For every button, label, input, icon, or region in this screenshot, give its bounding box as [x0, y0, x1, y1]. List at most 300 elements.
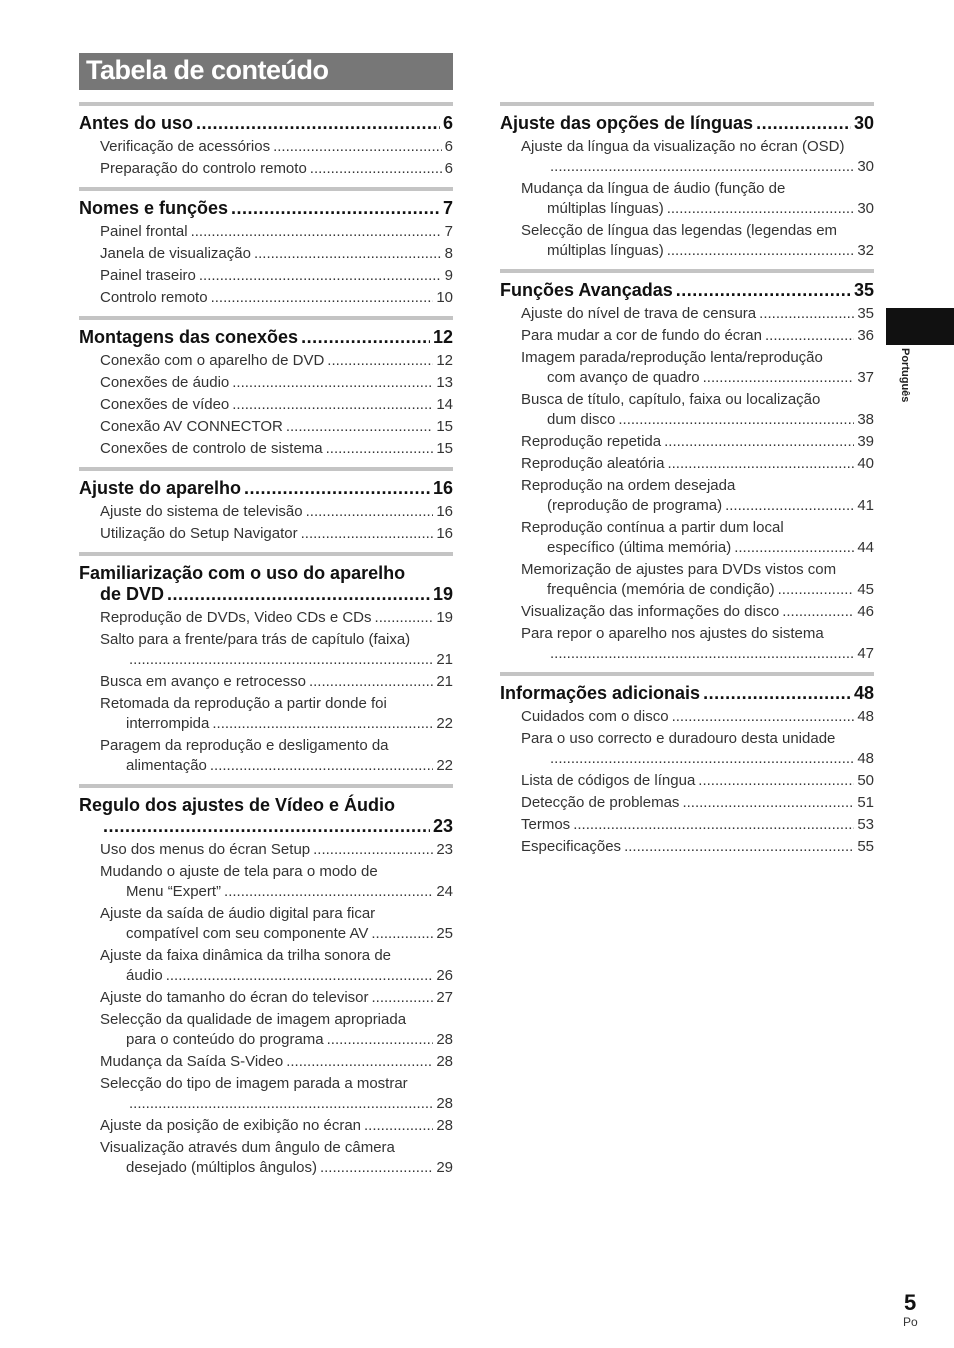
entry-page-number: 10	[436, 289, 453, 306]
toc-section	[79, 187, 453, 308]
toc-entry[interactable]	[79, 736, 453, 776]
entry-page-number: 47	[857, 645, 874, 662]
page-title: Tabela de conteúdo	[86, 55, 329, 85]
entry-page-number: 6	[444, 138, 453, 155]
entry-text: Verificação de acessórios	[100, 138, 271, 155]
leader-dots	[759, 304, 854, 324]
section-heading-line2	[79, 816, 453, 837]
leader-dots	[309, 672, 433, 692]
leader-dots	[618, 410, 854, 430]
entry-page-number: 28	[436, 1031, 453, 1048]
entry-row	[100, 650, 453, 670]
entry-text: Mudança da Saída S-Video	[100, 1053, 284, 1070]
entry-text-cont: frequência (memória de condição)	[547, 581, 775, 598]
entry-page-number: 45	[857, 581, 874, 598]
leader-dots	[224, 882, 433, 902]
leader-dots	[196, 113, 440, 134]
entry-text: Detecção de problemas	[521, 794, 680, 811]
entry-text: Painel frontal	[100, 223, 188, 240]
section-heading[interactable]	[500, 113, 874, 134]
entry-page-number: 22	[436, 757, 453, 774]
toc-entry[interactable]	[79, 244, 453, 264]
toc-entry[interactable]	[500, 454, 874, 474]
toc-entry[interactable]	[79, 862, 453, 902]
entry-text-cont: interrompida	[126, 715, 210, 732]
leader-dots	[778, 580, 855, 600]
toc-entry[interactable]	[500, 518, 874, 558]
entry-row	[100, 608, 453, 628]
leader-dots	[676, 280, 851, 301]
entry-row	[521, 157, 874, 177]
entry-text: Janela de visualização	[100, 245, 251, 262]
title-bar	[79, 53, 453, 90]
leader-dots	[672, 707, 855, 727]
toc-entry[interactable]	[500, 179, 874, 219]
leader-dots	[210, 756, 433, 776]
entry-text: Visualização das informações do disco	[521, 603, 780, 620]
entry-row	[521, 644, 874, 664]
section-heading-text: Nomes e funções	[79, 198, 229, 218]
leader-dots	[703, 683, 851, 704]
toc-entry[interactable]	[79, 159, 453, 179]
entry-page-number: 38	[857, 411, 874, 428]
entry-row	[100, 439, 453, 459]
entry-text: Conexões de áudio	[100, 374, 230, 391]
entry-page-number: 48	[857, 708, 874, 725]
entry-row	[521, 199, 874, 219]
entry-page-number: 15	[436, 440, 453, 457]
leader-dots	[371, 924, 433, 944]
toc-entry[interactable]	[79, 694, 453, 734]
entry-text: Mudança da língua de áudio (função de	[521, 180, 786, 197]
toc-entry[interactable]	[79, 395, 453, 415]
entry-page-number: 35	[857, 305, 874, 322]
entry-row	[100, 966, 453, 986]
leader-dots	[310, 159, 442, 179]
entry-row	[521, 538, 874, 558]
section-heading[interactable]	[79, 478, 453, 499]
toc-section	[79, 102, 453, 179]
leader-dots	[372, 988, 434, 1008]
entry-text: Imagem parada/reprodução lenta/reprodução	[521, 349, 823, 366]
toc-entry[interactable]	[500, 390, 874, 430]
entry-text: Ajuste do sistema de televisão	[100, 503, 303, 520]
section-page-number: 23	[432, 816, 453, 836]
leader-dots	[550, 157, 854, 177]
page-number: 5	[904, 1290, 917, 1315]
entry-text: Termos	[521, 816, 571, 833]
entry-row	[100, 137, 453, 157]
section-heading[interactable]	[500, 280, 874, 301]
section-heading-text: Regulo dos ajustes de Vídeo e Áudio	[79, 795, 396, 815]
section-page-number: 48	[853, 683, 874, 703]
entry-row	[521, 368, 874, 388]
toc-entry[interactable]	[79, 946, 453, 986]
entry-page-number: 21	[436, 673, 453, 690]
entry-text: Ajuste do nível de trava de censura	[521, 305, 757, 322]
section-page-number: 16	[432, 478, 453, 498]
leader-dots	[199, 266, 442, 286]
entry-text-cont: desejado (múltiplos ângulos)	[126, 1159, 317, 1176]
leader-dots	[211, 288, 434, 308]
section-page-number: 35	[853, 280, 874, 300]
leader-dots	[734, 538, 854, 558]
entry-row	[100, 1158, 453, 1178]
entry-page-number: 46	[857, 603, 874, 620]
entry-text: Cuidados com o disco	[521, 708, 669, 725]
toc-entry[interactable]	[500, 624, 874, 664]
toc-section	[79, 552, 453, 776]
toc-entry[interactable]	[79, 524, 453, 544]
entry-text: Retomada da reprodução a partir donde foi	[100, 695, 387, 712]
leader-dots	[301, 327, 430, 348]
entry-row	[100, 988, 453, 1008]
leader-dots	[231, 198, 440, 219]
entry-page-number: 48	[857, 750, 874, 767]
entry-row	[100, 244, 453, 264]
entry-row	[521, 241, 874, 261]
section-heading-text: Informações adicionais	[500, 683, 701, 703]
toc-section	[500, 672, 874, 857]
leader-dots	[682, 793, 854, 813]
section-page-number: 30	[853, 113, 874, 133]
entry-page-number: 55	[857, 838, 874, 855]
toc-entry[interactable]	[79, 439, 453, 459]
entry-page-number: 21	[436, 651, 453, 668]
toc-entry[interactable]	[79, 1116, 453, 1136]
section-heading[interactable]	[79, 795, 453, 837]
entry-text: Conexões de controlo de sistema	[100, 440, 323, 457]
entry-text: Ajuste da língua da visualização no écran (OSD)	[521, 138, 845, 155]
entry-page-number: 27	[436, 989, 453, 1006]
leader-dots	[573, 815, 854, 835]
entry-row	[100, 1116, 453, 1136]
entry-text-cont: para o conteúdo do programa	[126, 1031, 324, 1048]
entry-page-number: 13	[436, 374, 453, 391]
section-heading[interactable]	[500, 683, 874, 704]
entry-row	[100, 266, 453, 286]
leader-dots	[725, 496, 854, 516]
leader-dots	[313, 840, 433, 860]
entry-text: Ajuste do tamanho do écran do televisor	[100, 989, 369, 1006]
leader-dots	[326, 439, 434, 459]
entry-text: Busca de título, capítulo, faixa ou localização	[521, 391, 821, 408]
leader-dots	[232, 373, 433, 393]
toc-entry[interactable]	[500, 707, 874, 727]
entry-text: Memorização de ajustes para DVDs vistos com	[521, 561, 837, 578]
entry-text: Ajuste da posição de exibição no écran	[100, 1117, 362, 1134]
entry-text-cont: com avanço de quadro	[547, 369, 700, 386]
entry-text: Ajuste da faixa dinâmica da trilha sonora de	[100, 947, 392, 964]
entry-page-number: 29	[436, 1159, 453, 1176]
toc-entry[interactable]	[79, 608, 453, 628]
entry-page-number: 8	[444, 245, 453, 262]
section-page-number: 19	[432, 584, 453, 604]
entry-text: Utilização do Setup Navigator	[100, 525, 298, 542]
leader-dots	[166, 966, 434, 986]
entry-row	[521, 410, 874, 430]
entry-text: Conexões de vídeo	[100, 396, 230, 413]
entry-text-cont: específico (última memória)	[547, 539, 732, 556]
entry-row	[100, 1030, 453, 1050]
entry-text: Uso dos menus do écran Setup	[100, 841, 311, 858]
entry-page-number: 28	[436, 1053, 453, 1070]
leader-dots	[286, 417, 433, 437]
entry-page-number: 30	[857, 200, 874, 217]
entry-text: Visualização através dum ângulo de câmera	[100, 1139, 395, 1156]
entry-row	[100, 222, 453, 242]
entry-page-number: 12	[436, 352, 453, 369]
entry-text: Para mudar a cor de fundo do écran	[521, 327, 762, 344]
entry-row	[521, 580, 874, 600]
entry-row	[100, 756, 453, 776]
leader-dots	[244, 478, 430, 499]
entry-row	[521, 749, 874, 769]
leader-dots	[273, 137, 442, 157]
entry-page-number: 14	[436, 396, 453, 413]
entry-row	[100, 288, 453, 308]
section-heading[interactable]	[79, 198, 453, 219]
entry-text: Para o uso correcto e duradouro desta unidade	[521, 730, 836, 747]
toc-entry[interactable]	[500, 326, 874, 346]
leader-dots	[782, 602, 854, 622]
toc-section	[79, 467, 453, 544]
leader-dots	[364, 1116, 433, 1136]
entry-page-number: 23	[436, 841, 453, 858]
entry-row	[521, 707, 874, 727]
entry-page-number: 28	[436, 1095, 453, 1112]
page-language-code: Po	[903, 1315, 918, 1329]
toc-entry[interactable]	[500, 221, 874, 261]
entry-row	[100, 672, 453, 692]
leader-dots	[129, 650, 433, 670]
leader-dots	[667, 199, 855, 219]
entry-text: Especificações	[521, 838, 622, 855]
entry-row	[521, 326, 874, 346]
entry-text: Reprodução de DVDs, Video CDs e CDs	[100, 609, 372, 626]
entry-text: Selecção de língua das legendas (legendas em	[521, 222, 838, 239]
leader-dots	[320, 1158, 433, 1178]
leader-dots	[375, 608, 434, 628]
toc-entry[interactable]	[500, 432, 874, 452]
entry-row	[521, 304, 874, 324]
leader-dots	[232, 395, 433, 415]
entry-text: Ajuste da saída de áudio digital para ficar	[100, 905, 376, 922]
section-heading-line2	[79, 584, 453, 605]
entry-text: Painel traseiro	[100, 267, 196, 284]
entry-page-number: 28	[436, 1117, 453, 1134]
entry-page-number: 39	[857, 433, 874, 450]
leader-dots	[327, 1030, 434, 1050]
entry-text: Reprodução repetida	[521, 433, 662, 450]
toc-entry[interactable]	[79, 1074, 453, 1114]
entry-row	[100, 417, 453, 437]
language-label: Português	[899, 348, 911, 403]
leader-dots	[703, 368, 855, 388]
entry-page-number: 25	[436, 925, 453, 942]
section-heading-text-cont: de DVD	[100, 584, 165, 604]
entry-text: Mudando o ajuste de tela para o modo de	[100, 863, 378, 880]
toc-right-column	[500, 102, 874, 865]
entry-row	[100, 351, 453, 371]
toc-entry[interactable]	[79, 502, 453, 522]
toc-section	[500, 269, 874, 664]
section-page-number: 7	[442, 198, 453, 218]
entry-row	[100, 882, 453, 902]
toc-entry[interactable]	[79, 222, 453, 242]
entry-text: Busca em avanço e retrocesso	[100, 673, 306, 690]
entry-text: Reprodução aleatória	[521, 455, 665, 472]
section-heading-text: Antes do uso	[79, 113, 194, 133]
toc-entry[interactable]	[500, 837, 874, 857]
leader-dots	[286, 1052, 433, 1072]
entry-row	[100, 1052, 453, 1072]
entry-page-number: 9	[444, 267, 453, 284]
entry-row	[100, 395, 453, 415]
entry-page-number: 26	[436, 967, 453, 984]
section-heading[interactable]	[79, 327, 453, 348]
entry-text-cont: (reprodução de programa)	[547, 497, 723, 514]
toc-entry[interactable]	[79, 904, 453, 944]
entry-page-number: 24	[436, 883, 453, 900]
entry-text: Conexão AV CONNECTOR	[100, 418, 283, 435]
toc-entry[interactable]	[79, 351, 453, 371]
toc-entry[interactable]	[500, 560, 874, 600]
entry-row	[521, 771, 874, 791]
entry-page-number: 41	[857, 497, 874, 514]
entry-text: Lista de códigos de língua	[521, 772, 696, 789]
leader-dots	[167, 584, 430, 605]
entry-text: Reprodução na ordem desejada	[521, 477, 736, 494]
entry-text: Preparação do controlo remoto	[100, 160, 307, 177]
leader-dots	[212, 714, 433, 734]
entry-page-number: 32	[857, 242, 874, 259]
section-page-number: 12	[432, 327, 453, 347]
entry-text-cont: compatível com seu componente AV	[126, 925, 369, 942]
toc-entry[interactable]	[500, 815, 874, 835]
toc-entry[interactable]	[79, 988, 453, 1008]
leader-dots	[254, 244, 442, 264]
entry-page-number: 37	[857, 369, 874, 386]
entry-text-cont: múltiplas línguas)	[547, 200, 664, 217]
entry-text: Selecção do tipo de imagem parada a mostrar	[100, 1075, 408, 1092]
entry-row	[100, 714, 453, 734]
entry-text-cont: múltiplas línguas)	[547, 242, 664, 259]
entry-row	[100, 502, 453, 522]
leader-dots	[301, 524, 434, 544]
entry-page-number: 15	[436, 418, 453, 435]
leader-dots	[624, 837, 854, 857]
toc-entry[interactable]	[79, 266, 453, 286]
section-heading-text: Montagens das conexões	[79, 327, 299, 347]
entry-row	[521, 793, 874, 813]
entry-row	[100, 524, 453, 544]
entry-page-number: 36	[857, 327, 874, 344]
toc-entry[interactable]	[500, 304, 874, 324]
entry-text-cont: Menu “Expert”	[126, 883, 222, 900]
section-heading[interactable]	[79, 563, 453, 605]
toc-entry[interactable]	[500, 729, 874, 769]
section-heading-text: Funções Avançadas	[500, 280, 673, 300]
leader-dots	[664, 432, 854, 452]
toc-entry[interactable]	[500, 793, 874, 813]
section-heading-text: Ajuste das opções de línguas	[500, 113, 754, 133]
leader-dots	[667, 454, 854, 474]
entry-row	[521, 454, 874, 474]
entry-row	[521, 432, 874, 452]
entry-text: Paragem da reprodução e desligamento da	[100, 737, 389, 754]
entry-page-number: 50	[857, 772, 874, 789]
toc-entry[interactable]	[500, 137, 874, 177]
toc-entry[interactable]	[500, 771, 874, 791]
section-page-number: 6	[442, 113, 453, 133]
toc-entry[interactable]	[79, 417, 453, 437]
leader-dots	[550, 749, 854, 769]
leader-dots	[667, 241, 855, 261]
toc-section	[79, 316, 453, 459]
toc-entry[interactable]	[79, 137, 453, 157]
entry-row	[521, 837, 874, 857]
leader-dots	[698, 771, 854, 791]
section-heading-text: Ajuste do aparelho	[79, 478, 242, 498]
section-heading[interactable]	[79, 113, 453, 134]
leader-dots	[327, 351, 433, 371]
toc-section	[500, 102, 874, 261]
entry-text-cont: áudio	[126, 967, 163, 984]
entry-row	[521, 815, 874, 835]
toc-entry[interactable]	[79, 840, 453, 860]
toc-entry[interactable]	[500, 348, 874, 388]
leader-dots	[550, 644, 854, 664]
leader-dots	[103, 816, 430, 837]
toc-entry[interactable]	[500, 476, 874, 516]
entry-row	[521, 496, 874, 516]
leader-dots	[756, 113, 851, 134]
entry-page-number: 40	[857, 455, 874, 472]
leader-dots	[306, 502, 434, 522]
entry-row	[521, 602, 874, 622]
entry-text: Conexão com o aparelho de DVD	[100, 352, 325, 369]
entry-text: Controlo remoto	[100, 289, 208, 306]
leader-dots	[191, 222, 442, 242]
language-tab	[886, 308, 954, 345]
entry-page-number: 16	[436, 525, 453, 542]
entry-page-number: 22	[436, 715, 453, 732]
toc-entry[interactable]	[79, 1052, 453, 1072]
section-heading-text: Familiarização com o uso do aparelho	[79, 563, 406, 583]
entry-page-number: 16	[436, 503, 453, 520]
toc-entry[interactable]	[500, 602, 874, 622]
entry-page-number: 30	[857, 158, 874, 175]
leader-dots	[129, 1094, 433, 1114]
toc-entry[interactable]	[79, 672, 453, 692]
entry-row	[100, 159, 453, 179]
toc-entry[interactable]	[79, 1010, 453, 1050]
toc-entry[interactable]	[79, 630, 453, 670]
entry-row	[100, 840, 453, 860]
entry-text-cont: dum disco	[547, 411, 616, 428]
toc-entry[interactable]	[79, 373, 453, 393]
toc-entry[interactable]	[79, 288, 453, 308]
entry-page-number: 19	[436, 609, 453, 626]
leader-dots	[765, 326, 854, 346]
toc-entry[interactable]	[79, 1138, 453, 1178]
entry-page-number: 51	[857, 794, 874, 811]
entry-text-cont: alimentação	[126, 757, 207, 774]
toc-section	[79, 784, 453, 1178]
entry-text: Salto para a frente/para trás de capítulo (faixa)	[100, 631, 411, 648]
entry-text: Reprodução contínua a partir dum local	[521, 519, 784, 536]
